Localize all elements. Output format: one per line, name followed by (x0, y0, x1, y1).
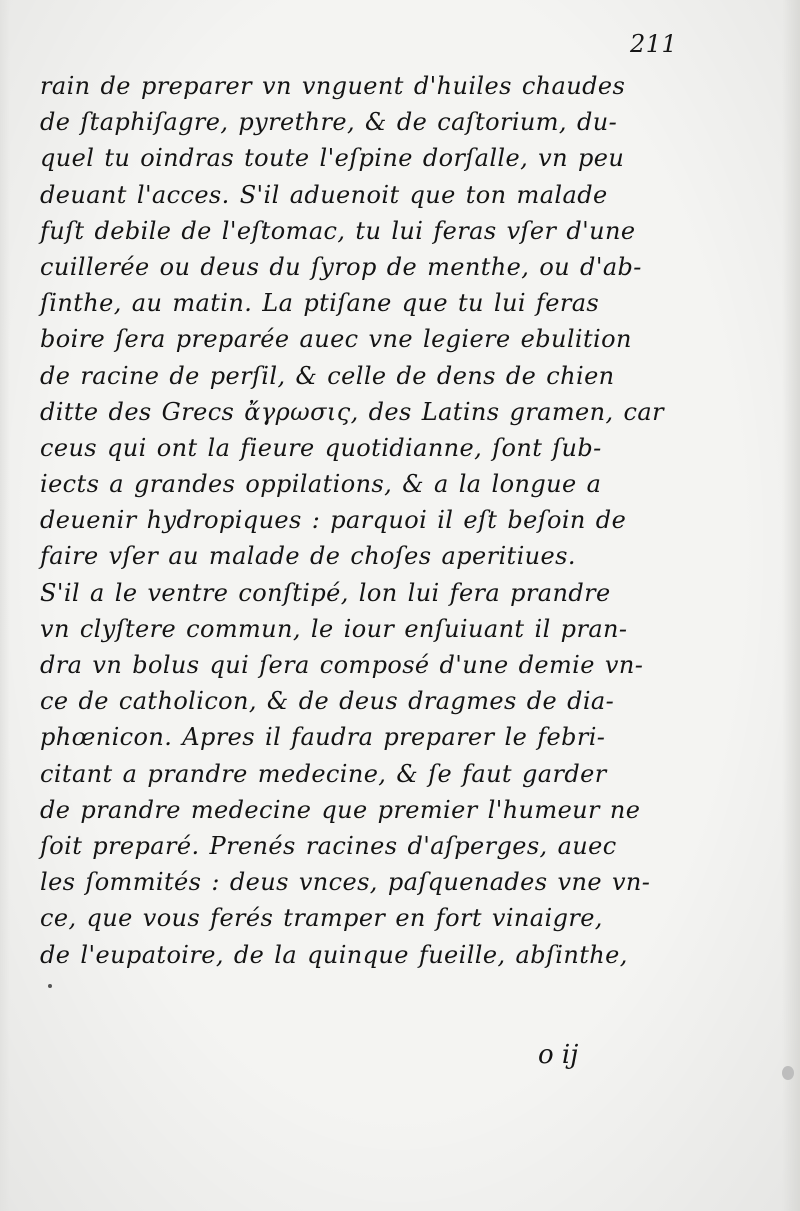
text-line: ſinthe, au matin. La ptiſane que tu lui feras (40, 289, 600, 318)
paper-speck (48, 984, 52, 988)
text-line: deuenir hydropiques : parquoi il eſt beſoin de (40, 506, 627, 535)
text-line: fuſt debile de l'eſtomac, tu lui feras vſer d'une (40, 216, 636, 245)
text-line: S'il a le ventre conſtipé, lon lui fera prandre (40, 578, 611, 607)
text-line: de racine de perſil, & celle de dens de chien (40, 361, 615, 390)
text-line: rain de preparer vn vnguent d'huiles chaudes (40, 72, 626, 100)
text-line: cuillerée ou deus du ſyrop de menthe, ou d'ab- (40, 252, 642, 281)
text-line: ditte des Grecs ἄγρωσις, des Latins gramen, car (40, 397, 664, 426)
text-line: ſoit preparé. Prenés racines d'aſperges, auec (40, 831, 617, 860)
text-line: vn clyſtere commun, le iour enſuiuant il pran- (40, 614, 628, 643)
text-line: ce de catholicon, & de deus dragmes de dia- (40, 687, 615, 716)
page-number: 211 (630, 30, 678, 58)
text-line: ceus qui ont la fieure quotidianne, ſont ſub- (40, 433, 602, 462)
body-text (40, 68, 680, 973)
text-line: quel tu oindras toute l'eſpine dorſalle, vn peu (40, 144, 625, 173)
signature-mark: o ij (538, 1040, 579, 1070)
text-line: deuant l'acces. S'il aduenoit que ton malade (40, 180, 608, 209)
page-gutter-shadow (0, 0, 10, 1211)
text-line: de ſtaphiſagre, pyrethre, & de caſtorium, du- (40, 108, 618, 137)
text-line: phœnicon. Apres il faudra preparer le febri- (40, 723, 606, 752)
text-line: iects a grandes oppilations, & a la longue a (40, 470, 602, 499)
text-line: boire ſera preparée auec vne legiere ebulition (40, 325, 632, 354)
text-line: dra vn bolus qui ſera composé d'une demie vn- (40, 651, 644, 679)
page-edge-shadow (782, 0, 800, 1211)
text-line: citant a prandre medecine, & ſe faut garder (40, 759, 607, 788)
text-line: les ſommités : deus vnces, paſquenades vne vn- (40, 868, 651, 897)
text-line: faire vſer au malade de choſes aperitiues. (40, 542, 576, 571)
text-line: ce, que vous ferés tramper en fort vinaigre, (40, 904, 603, 933)
text-line: de l'eupatoire, de la quinque fueille, abſinthe, (40, 940, 628, 969)
text-line: de prandre medecine que premier l'humeur ne (40, 795, 641, 824)
paper-speck (782, 1066, 794, 1080)
